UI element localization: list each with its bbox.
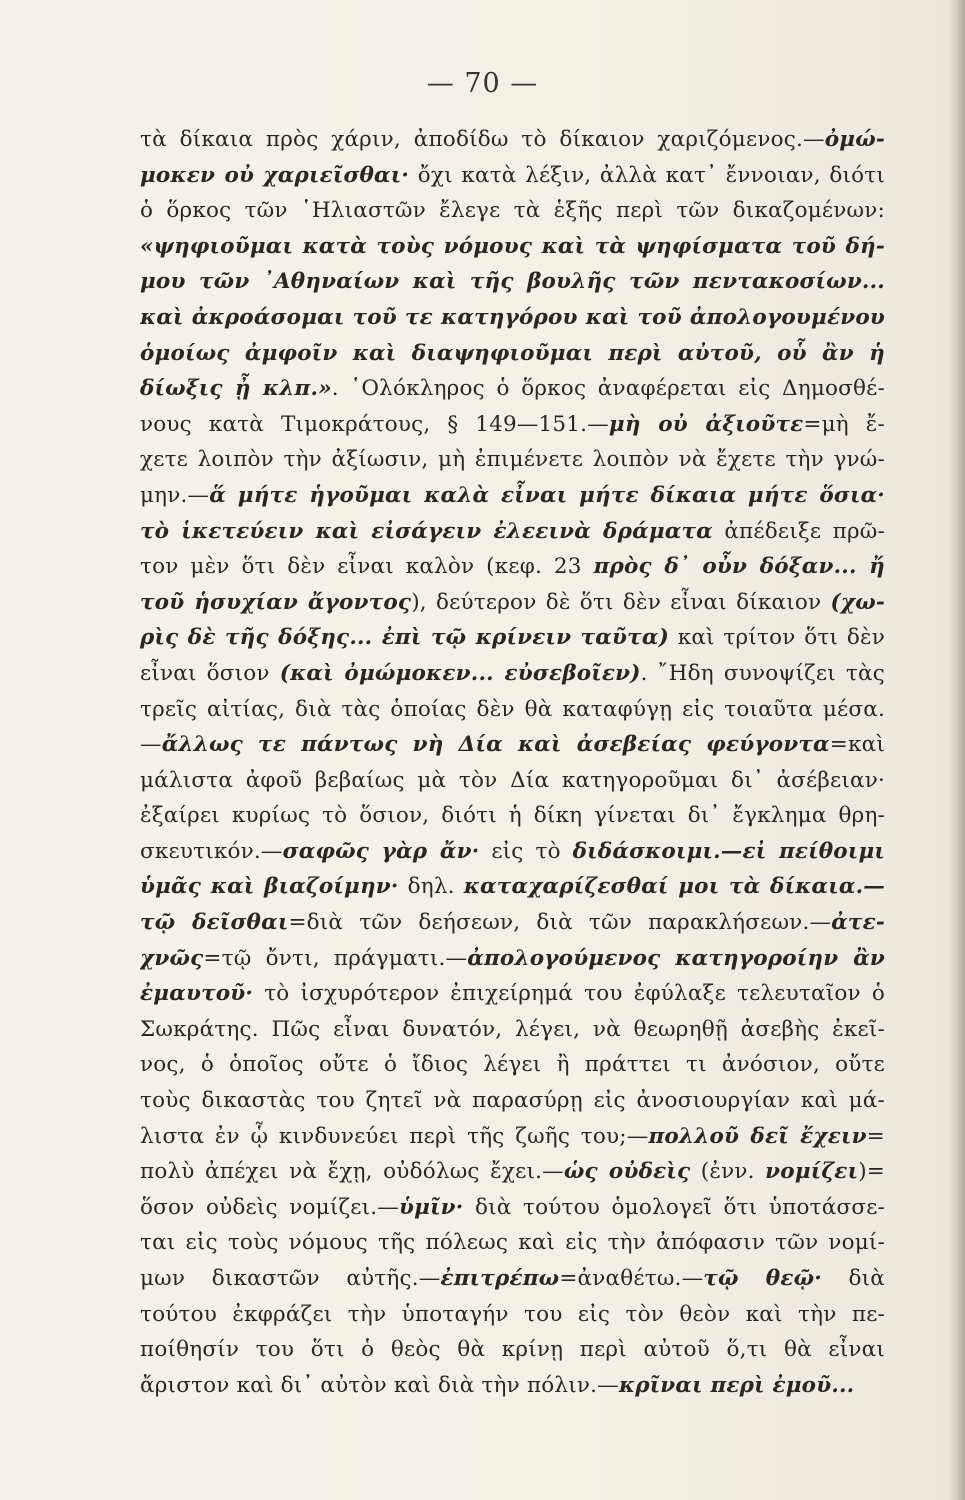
commentary-text-run: ὅσον οὐδεὶς νομίζει.— <box>140 1194 400 1220</box>
quoted-text: καὶ ἀκροάσομαι τοῦ τε κατηγόρου καὶ τοῦ ἀπολογουμένου <box>140 304 885 330</box>
commentary-text-run: τον μὲν ὅτι δὲν εἶναι καλὸν (κεφ. 23 <box>140 554 594 580</box>
commentary-text-run: =διὰ τῶν δεήσεων, διὰ τῶν παρακλήσεων.— <box>288 910 832 936</box>
text-line <box>140 1297 885 1333</box>
quoted-text: ὑμᾶς καὶ βιαζοίμην· <box>140 874 399 900</box>
commentary-text-run: καὶ τρίτον ὅτι δὲν <box>668 625 885 651</box>
text-line <box>140 941 885 977</box>
text-line <box>140 1047 885 1083</box>
commentary-text-run: . ῎Ηδη συνοψίζει τὰς <box>640 660 885 686</box>
commentary-text <box>140 122 885 1403</box>
quoted-text: μοκεν οὐ χαριεῖσθαι· <box>140 162 410 188</box>
text-line <box>140 869 885 905</box>
commentary-text-run: εἶναι ὅσιον <box>140 660 280 686</box>
text-line <box>140 976 885 1012</box>
commentary-text-run: ), δεύτερον δὲ ὅτι δὲν εἶναι δίκαιον <box>411 589 831 615</box>
quoted-text: τῷ δεῖσθαι <box>140 910 289 936</box>
text-line <box>140 193 885 229</box>
commentary-text-run: ται εἰς τοὺς νόμους τῆς πόλεως καὶ εἰς τὴν ἀπόφασιν τῶν νομί- <box>140 1230 885 1256</box>
quoted-text: ἐπιτρέπω <box>440 1266 560 1291</box>
quoted-text: πολλοῦ δεῖ ἔχειν <box>648 1123 867 1149</box>
quoted-text: κρῖναι περὶ ἐμοῦ... <box>618 1372 855 1398</box>
commentary-text-run: =ἀναθέτω.— <box>559 1266 704 1291</box>
commentary-text-run: =μὴ ἔ- <box>803 411 885 437</box>
text-line <box>140 1225 885 1261</box>
quoted-text: ὁμοίως ἀμφοῖν καὶ διαψηφιοῦμαι περὶ αὐτοῦ, οὗ ἂν ἡ <box>140 340 885 366</box>
commentary-text-run: =τῷ ὄντι, πράγματι.— <box>203 945 468 971</box>
page-edge-shadow <box>947 0 965 1500</box>
text-line <box>140 442 885 478</box>
text-line <box>140 478 885 514</box>
commentary-text-run: ὄχι κατὰ λέξιν, ἀλλὰ κατ᾿ ἔννοιαν, διότι <box>409 162 885 188</box>
quoted-text: τὸ ἱκετεύειν καὶ εἰσάγειν ἐλεεινὰ δράματα <box>140 518 713 544</box>
text-line <box>140 585 885 621</box>
quoted-text: διδάσκοιμι.—εἰ πείθοιμι <box>572 838 885 864</box>
quoted-text: σαφῶς γὰρ ἄν· <box>282 838 480 864</box>
quoted-text: χνῶς <box>140 945 204 971</box>
commentary-text-run: ἀπέδειξε πρῶ- <box>712 518 885 544</box>
commentary-text-run: διὰ <box>821 1266 885 1291</box>
quoted-text: ὑμῖν· <box>399 1194 464 1220</box>
text-line <box>140 264 885 300</box>
page-number: — 70 — <box>426 68 539 99</box>
commentary-text-run: δηλ. <box>398 874 464 900</box>
quoted-text: πρὸς δ᾿ οὖν δόξαν... ἤ <box>593 554 885 580</box>
text-line <box>140 1190 885 1226</box>
text-line <box>140 727 885 763</box>
text-line <box>140 407 885 443</box>
text-line <box>140 336 885 372</box>
commentary-text-run: (ἐνν. <box>690 1159 766 1185</box>
quoted-text: νομίζει <box>765 1159 859 1185</box>
text-line <box>140 158 885 194</box>
text-line <box>140 692 885 728</box>
commentary-text-run: μων δικαστῶν αὐτῆς.— <box>140 1266 441 1291</box>
commentary-text-run: τὸ ἰσχυρότερον ἐπιχείρημά του ἐφύλαξε τελευταῖον ὁ <box>253 981 885 1007</box>
text-line <box>140 1332 885 1368</box>
quoted-text: καταχαρίζεσθαί μοι τὰ δίκαια.— <box>463 874 885 900</box>
commentary-text-run: σκευτικόν.— <box>140 838 283 864</box>
commentary-text-run: τούτου ἐκφράζει τὴν ὑποταγήν του εἰς τὸν θεὸν καὶ τὴν πε- <box>140 1301 885 1327</box>
commentary-text-run: )= <box>858 1159 885 1185</box>
quoted-text: ἐμαυτοῦ· <box>140 981 254 1007</box>
commentary-text-run: ἄριστον καὶ δι᾿ αὐτὸν καὶ διὰ τὴν πόλιν.— <box>140 1372 619 1398</box>
text-line <box>140 1083 885 1119</box>
commentary-text-run: = <box>866 1123 885 1149</box>
commentary-text-run: μην.— <box>140 482 210 508</box>
commentary-text-run: εἰς τὸ <box>479 838 573 864</box>
text-line <box>140 1154 885 1190</box>
commentary-text-run: νους κατὰ Τιμοκράτους, § 149—151.— <box>140 411 609 437</box>
commentary-text-run: Σωκράτης. Πῶς εἶναι δυνατόν, λέγει, νὰ θεωρηθῇ ἀσεβὴς ἐκεῖ- <box>140 1016 885 1042</box>
commentary-text-run: πολὺ ἀπέχει νὰ ἔχῃ, οὐδόλως ἔχει.— <box>140 1159 564 1185</box>
commentary-text-run: . ῾Ολόκληρος ὁ ὅρκος ἀναφέρεται εἰς Δημοσθέ- <box>331 376 885 402</box>
quoted-text: ἀτε- <box>831 910 885 936</box>
text-line <box>140 514 885 550</box>
quoted-text: ἀπολογούμενος κατηγοροίην ἂν <box>467 945 885 971</box>
quoted-text: δίωξις ᾖ κλπ.» <box>140 376 332 402</box>
commentary-text-run: ἐξαίρει κυρίως τὸ ὅσιον, διότι ἡ δίκη γίνεται δι᾿ ἔγκλημα θρη- <box>140 803 885 829</box>
text-line <box>140 1012 885 1048</box>
quoted-text: ὀμώ- <box>824 127 885 152</box>
text-line <box>140 371 885 407</box>
text-line <box>140 300 885 336</box>
quoted-text: ἅ μήτε ἡγοῦμαι καλὰ εἶναι μήτε δίκαια μήτε ὅσια· <box>209 482 885 508</box>
text-line <box>140 834 885 870</box>
text-line <box>140 1119 885 1155</box>
quoted-text: ὡς οὐδεὶς <box>563 1159 691 1185</box>
quoted-text: μὴ οὐ ἀξιοῦτε <box>608 411 804 437</box>
quoted-text: τῷ θεῷ· <box>703 1266 822 1291</box>
quoted-text: ἄλλως τε πάντως νὴ Δία καὶ ἀσεβείας φεύγοντα <box>161 732 830 758</box>
text-line <box>140 122 885 158</box>
commentary-text-run: μάλιστα ἀφοῦ βεβαίως μὰ τὸν Δία κατηγοροῦμαι δι᾿ ἀσέβειαν· <box>140 767 885 793</box>
text-line <box>140 549 885 585</box>
commentary-text-run: λιστα ἐν ᾧ κινδυνεύει περὶ τῆς ζωῆς του;— <box>140 1123 649 1149</box>
text-line <box>140 905 885 941</box>
quoted-text: μου τῶν ᾿Αθηναίων καὶ τῆς βουλῆς τῶν πεντακοσίων... <box>140 269 885 295</box>
text-line <box>140 763 885 799</box>
text-line <box>140 620 885 656</box>
commentary-text-run: — <box>140 732 162 758</box>
text-line <box>140 1368 885 1404</box>
quoted-text: ρὶς δὲ τῆς δόξης... ἐπὶ τῷ κρίνειν ταῦτα) <box>140 625 669 651</box>
commentary-text-run: τοὺς δικαστὰς του ζητεῖ νὰ παρασύρῃ εἰς ἀνοσιουργίαν καὶ μά- <box>140 1088 885 1114</box>
commentary-text-run: τὰ δίκαια πρὸς χάριν, ἀποδίδω τὸ δίκαιον χαριζόμενος.— <box>140 127 825 152</box>
commentary-text-run: νος, ὁ ὁποῖος οὔτε ὁ ἴδιος λέγει ἢ πράττει τι ἀνόσιον, οὔτε <box>140 1052 885 1078</box>
text-line <box>140 798 885 834</box>
text-line <box>140 1261 885 1297</box>
commentary-text-run: =καὶ <box>829 732 885 758</box>
text-line <box>140 656 885 692</box>
quoted-text: (χω- <box>830 589 885 615</box>
commentary-text-run: χετε λοιπὸν τὴν ἀξίωσιν, μὴ ἐπιμένετε λοιπὸν νὰ ἔχετε τὴν γνώ- <box>140 447 885 473</box>
commentary-text-run: ποίθησίν του ὅτι ὁ θεὸς θὰ κρίνῃ περὶ αὐτοῦ ὅ,τι θὰ εἶναι <box>140 1337 885 1363</box>
commentary-text-run: διὰ τούτου ὁμολογεῖ ὅτι ὑποτάσσε- <box>463 1194 885 1220</box>
commentary-text-run: ὁ ὅρκος τῶν ῾Ηλιαστῶν ἔλεγε τὰ ἑξῆς περὶ τῶν δικαζομένων: <box>140 198 885 224</box>
quoted-text: «ψηφιοῦμαι κατὰ τοὺς νόμους καὶ τὰ ψηφίσματα τοῦ δή- <box>140 233 885 259</box>
commentary-text-run: τρεῖς αἰτίας, διὰ τὰς ὁποίας δὲν θὰ καταφύγῃ εἰς τοιαῦτα μέσα. <box>140 696 885 722</box>
text-line <box>140 229 885 265</box>
quoted-text: τοῦ ἡσυχίαν ἄγοντος <box>140 589 412 615</box>
quoted-text: (καὶ ὀμώμοκεν... εὐσεβοῖεν) <box>279 660 641 686</box>
